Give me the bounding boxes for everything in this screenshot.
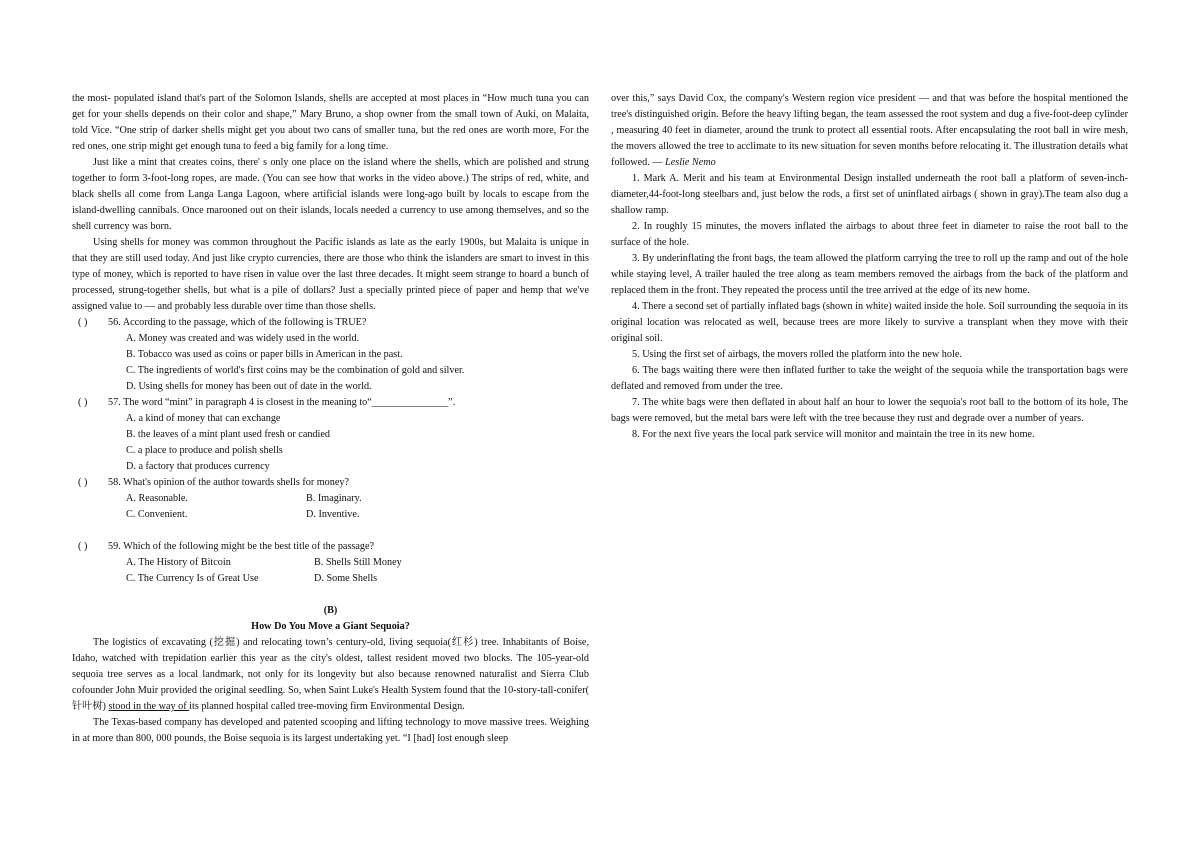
option-d: D. a factory that produces currency bbox=[126, 461, 270, 472]
question-59 bbox=[72, 539, 589, 587]
option-d: D. Using shells for money has been out of date in the world. bbox=[126, 381, 372, 392]
question-stem: 57. The word “mint” in paragraph 4 is closest in the meaning to“_______________”. bbox=[108, 397, 456, 408]
text: its planned hospital called tree-moving firm Environmental Design. bbox=[189, 701, 465, 712]
question-stem: 58. What's opinion of the author towards shells for money? bbox=[108, 477, 350, 488]
option-b: B. Tobacco was used as coins or paper bills in American in the past. bbox=[126, 349, 403, 360]
passage-b-paragraph-3 bbox=[611, 91, 1128, 171]
step-6: 6. The bags waiting there were then inflated further to take the weight of the sequoia while the transportation bags were deflated and removed from under the tree. bbox=[611, 365, 1128, 392]
option-a: A. Money was created and was widely used in the world. bbox=[126, 333, 360, 344]
passage-b-title: How Do You Move a Giant Sequoia? bbox=[251, 621, 410, 632]
step-5: 5. Using the first set of airbags, the movers rolled the platform into the new hole. bbox=[632, 349, 962, 360]
option-b: B. Shells Still Money bbox=[314, 557, 402, 568]
text: The logistics of excavating (挖掘) and relocating town’s century-old, living sequoia(红杉) tree. Inhabitants of Boise, Idaho, watched with trepidation earlier this year as the city's oldest, tallest resident moved two blocks. The 105-year-old sequoia tree serves as a local landmark, not only for its longevity but also because renowned naturalist and Sierra Club cofounder John Muir provided the original seedling. So, when Saint Luke's Health System found that the 10-story-tall-conifer( 针叶树) bbox=[72, 637, 589, 712]
option-c: C. a place to produce and polish shells bbox=[126, 445, 283, 456]
question-stem: 59. Which of the following might be the best title of the passage? bbox=[108, 541, 375, 552]
step-4: 4. There a second set of partially inflated bags (shown in white) waited inside the hole. Soil surrounding the sequoia in its original location was relocated as well, because trees are more likely to survive a transplant when they move with their original soil. bbox=[611, 301, 1128, 344]
option-c: C. Convenient. bbox=[126, 509, 188, 520]
step-7: 7. The white bags were then deflated in about half an hour to lower the sequoia's root ball to the bottom of its hole, The bags were removed, but the metal bars were left with the tree because they rust and degrade over a number of years. bbox=[611, 397, 1128, 424]
text: over this,” says David Cox, the company's Western region vice president — and that was before the hospital mentioned the tree's distinguished origin. Before the heavy lifting began, the team assessed the root system and dug a five-foot-deep cylinder , measuring 40 feet in diameter, around the trunk to protect all essential roots. After encapsulating the root ball in wire mesh, the movers allowed the tree to acclimate to its new situation for seven months before relocating it. The illustration details what followed. — bbox=[611, 93, 1128, 168]
author-name: Leslie Nemo bbox=[665, 157, 716, 168]
option-c: C. The ingredients of world's first coins may be the combination of gold and silver. bbox=[126, 365, 465, 376]
step-8: 8. For the next five years the local park service will monitor and maintain the tree in its new home. bbox=[632, 429, 1035, 440]
option-a: A. Reasonable. bbox=[126, 493, 188, 504]
option-b: B. Imaginary. bbox=[306, 493, 362, 504]
step-3: 3. By underinflating the front bags, the team allowed the platform carrying the tree to roll up the ramp and out of the hole while staying level, A trailer hauled the tree along as team members removed the airbags from the back of the platform and replaced them in the front. They repeated the process until the tree arrived at the edge of its new home. bbox=[611, 253, 1128, 296]
passage-b-paragraph-2: The Texas-based company has developed and patented scooping and lifting technology to move massive trees. Weighing in at more than 800, 000 pounds, the Boise sequoia is its largest undertaking yet. “I [had] lost enough sleep bbox=[72, 717, 589, 744]
passage-a-paragraph-3: Using shells for money was common throughout the Pacific islands as late as the early 1900s, but Malaita is unique in that they are still used today. And just like crypto currencies, there are those who think the islanders are smart to invest in this type of money, which is reported to have risen in value over the last three decades. It might seem strange to hoard a bunch of processed, strung-together shells, but what is a pile of dollars? Just a specially printed piece of paper and hemp that we've assigned value to — and probably less durable over time than those shells. bbox=[72, 237, 589, 312]
question-56 bbox=[72, 315, 589, 395]
right-column bbox=[611, 91, 1128, 443]
question-58 bbox=[72, 475, 589, 523]
step-1: 1. Mark A. Merit and his team at Environmental Design installed underneath the root ball a platform of seven-inch-diameter,44-foot-long steelbars and, just below the rods, a first set of uninflated airbags ( shown in gray).The team also dug a shallow ramp. bbox=[611, 173, 1128, 216]
option-b: B. the leaves of a mint plant used fresh or candied bbox=[126, 429, 330, 440]
passage-b-paragraph-1 bbox=[72, 635, 589, 715]
question-57 bbox=[72, 395, 589, 475]
section-label: (B) bbox=[323, 605, 338, 616]
option-d: D. Inventive. bbox=[306, 509, 360, 520]
passage-a-paragraph-1: the most- populated island that's part of the Solomon Islands, shells are accepted at most places in “How much tuna you can get for your shells depends on their color and shape,” Mary Bruno, a shop owner from the small town of Auki, on Malaita, told Vice. “One strip of darker shells might get you about two cans of smaller tuna, but the red ones are worth more, For the red ones, one strip might get enough tuna to feed a big family for a long time. bbox=[72, 93, 589, 152]
option-a: A. The History of Bitcoin bbox=[126, 557, 231, 568]
step-2: 2. In roughly 15 minutes, the movers inflated the airbags to about three feet in diameter to raise the root ball to the surface of the hole. bbox=[611, 221, 1128, 248]
question-stem: 56. According to the passage, which of the following is TRUE? bbox=[108, 317, 367, 328]
option-a: A. a kind of money that can exchange bbox=[126, 413, 281, 424]
answer-blank[interactable]: ( ) bbox=[78, 541, 88, 552]
answer-blank[interactable]: ( ) bbox=[78, 397, 88, 408]
answer-blank[interactable]: ( ) bbox=[78, 317, 88, 328]
passage-a-paragraph-2: Just like a mint that creates coins, there' s only one place on the island where the shells, which are polished and strung together to form 3-foot-long ropes, are made. (You can see how that works in the video above.) The strips of red, white, and black shells all come from Langa Langa Lagoon, where artificial islands were long-ago built by locals to escape from the island-dwelling cannibals. Once marooned out on their islands, locals needed a currency to use among themselves, and so the shell currency was born. bbox=[72, 157, 589, 232]
option-c: C. The Currency Is of Great Use bbox=[126, 573, 259, 584]
option-d: D. Some Shells bbox=[314, 573, 378, 584]
underlined-phrase: stood in the way of bbox=[108, 701, 190, 712]
answer-blank[interactable]: ( ) bbox=[78, 477, 88, 488]
left-column bbox=[72, 91, 589, 747]
